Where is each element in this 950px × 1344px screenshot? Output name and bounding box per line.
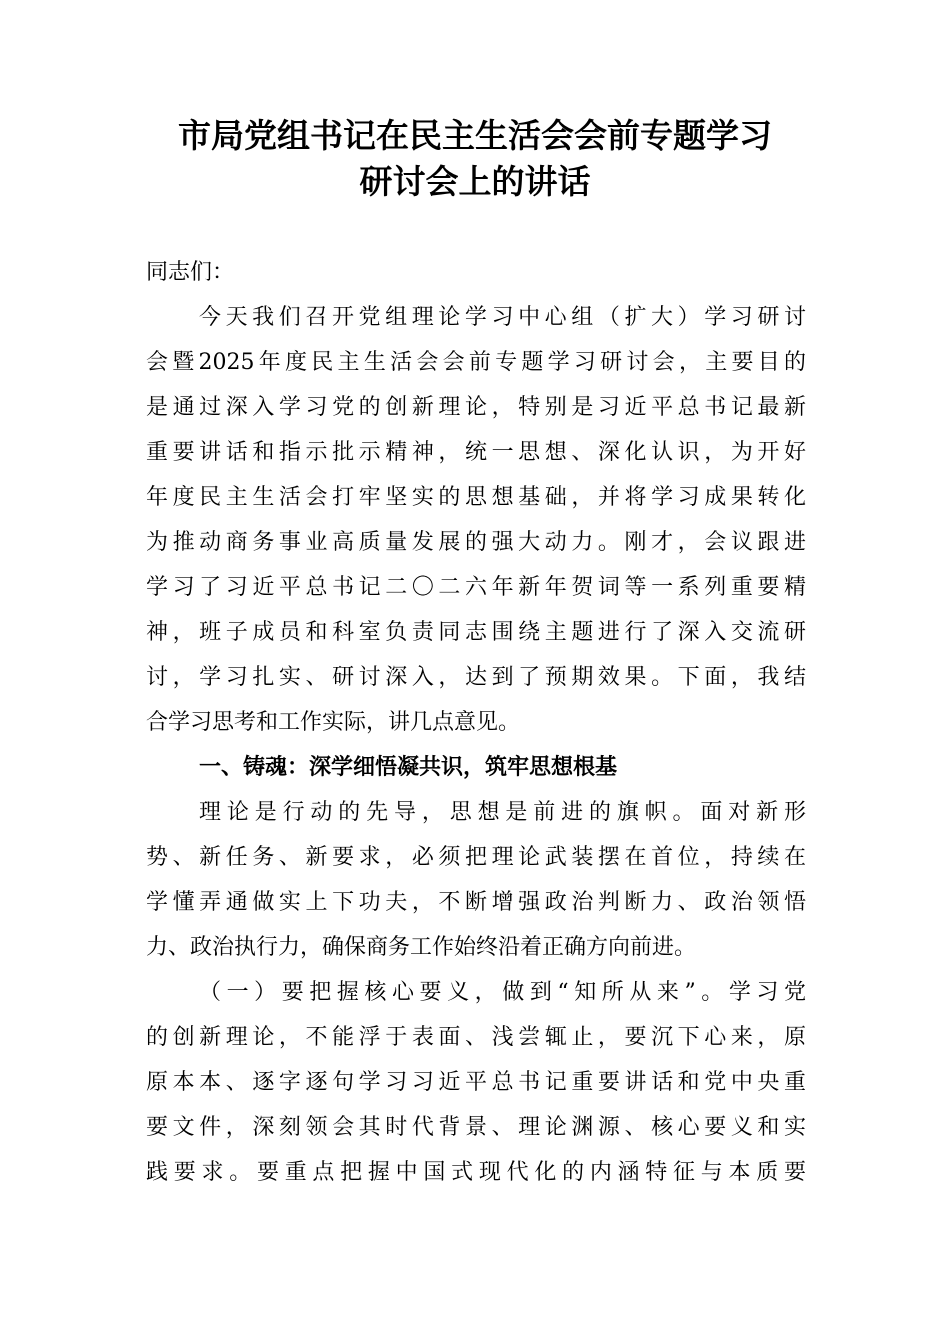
paragraph-line: 势、新任务、新要求，必须把理论武装摆在首位，持续在 [146, 845, 806, 870]
paragraph-line: 合学习思考和工作实际，讲几点意见。 [146, 710, 521, 735]
paragraph-line: 力、政治执行力，确保商务工作始终沿着正确方向前进。 [146, 935, 697, 960]
paragraph-line: 学懂弄通做实上下功夫，不断增强政治判断力、政治领悟 [146, 890, 806, 915]
paragraph-line: 为推动商务事业高质量发展的强大动力。刚才，会议跟进 [146, 530, 806, 555]
paragraph-line: 理论是行动的先导，思想是前进的旗帜。面对新形 [199, 800, 806, 825]
document-title-line-1: 市局党组书记在民主生活会会前专题学习 [178, 116, 772, 155]
salutation: 同志们： [146, 260, 235, 285]
paragraph-line: 原本本、逐字逐句学习习近平总书记重要讲话和党中央重 [146, 1070, 806, 1095]
paragraph-line: 会暨2025年度民主生活会会前专题学习研讨会，主要目的 [146, 350, 806, 375]
paragraph-line: 学习了习近平总书记二〇二六年新年贺词等一系列重要精 [146, 575, 806, 600]
paragraph-line: 是通过深入学习党的创新理论，特别是习近平总书记最新 [146, 395, 806, 420]
paragraph-line: 的创新理论，不能浮于表面、浅尝辄止，要沉下心来，原 [146, 1025, 806, 1050]
subsection-line: （一）要把握核心要义，做到“知所从来”。学习党 [199, 980, 806, 1005]
document-title-line-2: 研讨会上的讲话 [359, 162, 591, 201]
section-heading: 一、铸魂：深学细悟凝共识，筑牢思想根基 [199, 755, 618, 780]
paragraph-line: 年度民主生活会打牢坚实的思想基础，并将学习成果转化 [146, 485, 806, 510]
paragraph-line: 要文件，深刻领会其时代背景、理论渊源、核心要义和实 [146, 1115, 806, 1140]
paragraph-line: 今天我们召开党组理论学习中心组（扩大）学习研讨 [199, 305, 806, 330]
paragraph-line: 重要讲话和指示批示精神，统一思想、深化认识，为开好 [146, 440, 806, 465]
paragraph-line: 神，班子成员和科室负责同志围绕主题进行了深入交流研 [146, 620, 806, 645]
paragraph-line: 践要求。要重点把握中国式现代化的内涵特征与本质要 [146, 1160, 806, 1185]
paragraph-line: 讨，学习扎实、研讨深入，达到了预期效果。下面，我结 [146, 665, 806, 690]
